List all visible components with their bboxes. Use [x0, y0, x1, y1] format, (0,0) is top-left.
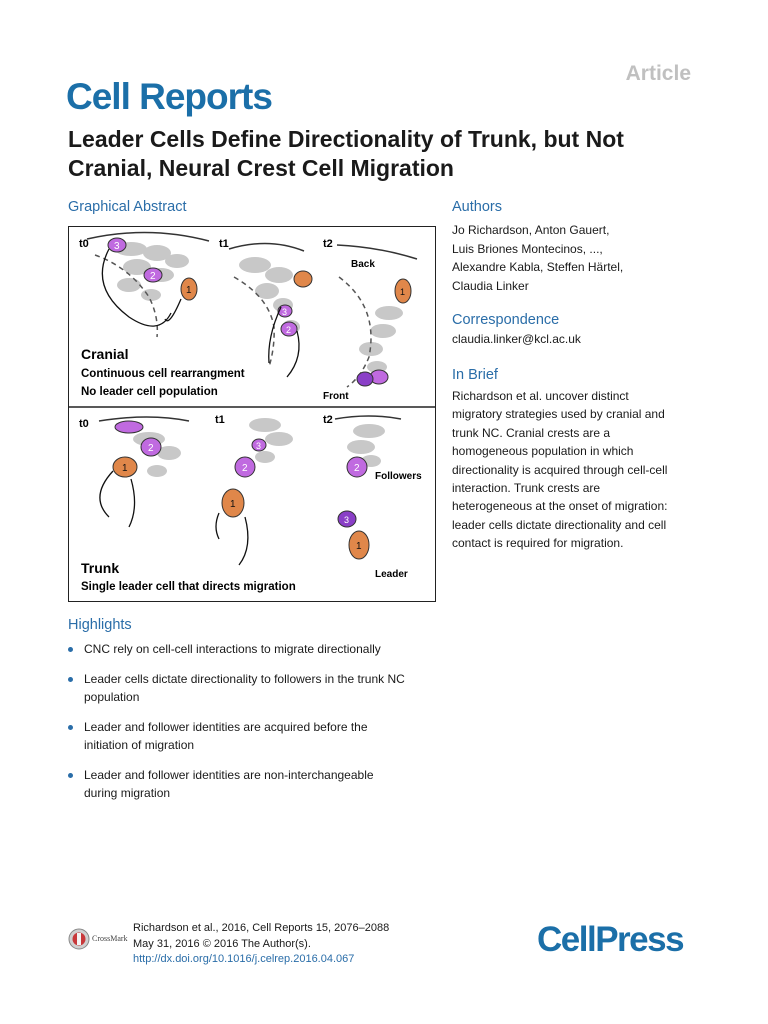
- trunk-t2-label: t2: [323, 414, 333, 426]
- trunk-title: Trunk: [81, 560, 120, 576]
- cranial-t1-label: t1: [219, 238, 229, 250]
- cranial-panel: [79, 232, 417, 402]
- highlight-item: [68, 766, 448, 802]
- in-brief-line: homogeneous population in which: [452, 444, 634, 459]
- cranial-t2-label: t2: [323, 238, 333, 250]
- graphical-abstract-figure: [68, 226, 436, 602]
- trunk-line1: Single leader cell that directs migration: [81, 581, 296, 593]
- trunk-t1-label: t1: [215, 414, 225, 426]
- trunk-t1-cell-1-number: 1: [230, 499, 236, 510]
- citation-line: Richardson et al., 2016, Cell Reports 15, 2076–2088: [133, 922, 390, 934]
- in-brief-line: leader cells dictate directionality and cell: [452, 517, 667, 532]
- leader-label: Leader: [375, 569, 408, 580]
- cranial-t0-cell-1-number: 1: [186, 285, 192, 296]
- trunk-panel: [79, 414, 422, 593]
- authors-list: [452, 221, 742, 295]
- trunk-t1-cell-3-number: 3: [256, 441, 262, 451]
- in-brief-text: [452, 387, 720, 553]
- bullet-icon: [68, 677, 73, 682]
- in-brief-line: interaction. Trunk crests are: [452, 481, 601, 496]
- highlights-list: [68, 640, 448, 814]
- trunk-t2-cell-1-number: 1: [356, 541, 362, 552]
- bullet-icon: [68, 725, 73, 730]
- in-brief-line: directionality is acquired through cell-cell: [452, 462, 668, 477]
- cranial-line1: Continuous cell rearrangment: [81, 368, 245, 380]
- highlight-line: population: [84, 690, 140, 704]
- back-label: Back: [351, 259, 375, 270]
- cranial-t2-cell-3: [357, 372, 373, 386]
- author-line: Jo Richardson, Anton Gauert,: [452, 223, 610, 237]
- in-brief-line: trunk NC. Cranial crests are a: [452, 425, 611, 440]
- bullet-icon: [68, 647, 73, 652]
- journal-logo[interactable]: Cell Reports: [66, 76, 272, 117]
- cranial-t0-cell-2-number: 2: [150, 271, 156, 282]
- trunk-t0-cell-3: [115, 421, 143, 433]
- highlight-item: [68, 718, 448, 754]
- cranial-t1-cell-3-number: 3: [282, 307, 288, 317]
- highlight-line: Leader and follower identities are acquired before the: [84, 720, 368, 734]
- in-brief-heading: In Brief: [452, 367, 498, 383]
- crossmark-icon[interactable]: [68, 928, 90, 950]
- trunk-t0-label: t0: [79, 418, 89, 430]
- in-brief-line: Richardson et al. uncover distinct: [452, 389, 629, 403]
- in-brief-line: contact is required for migration.: [452, 536, 624, 551]
- publisher-logo[interactable]: CellPress: [537, 920, 684, 959]
- highlight-line: CNC rely on cell-cell interactions to migrate directionally: [84, 642, 381, 656]
- article-type-label: Article: [625, 62, 691, 85]
- citation-date: May 31, 2016 © 2016 The Author(s).: [133, 937, 311, 950]
- highlights-heading: Highlights: [68, 617, 132, 633]
- cranial-line2: No leader cell population: [81, 386, 218, 398]
- doi-link[interactable]: http://dx.doi.org/10.1016/j.celrep.2016.04.067: [133, 953, 355, 965]
- front-label: Front: [323, 391, 349, 402]
- cranial-t2-cell-1-number: 1: [400, 287, 406, 297]
- crossmark-label[interactable]: CrossMark: [92, 934, 128, 943]
- author-line: Luis Briones Montecinos, ...,: [452, 241, 603, 256]
- author-line: Alexandre Kabla, Steffen Härtel,: [452, 260, 624, 274]
- trunk-t2-cell-3-number: 3: [344, 515, 350, 525]
- cranial-t1-cell-1: [294, 271, 312, 287]
- followers-label: Followers: [375, 471, 422, 482]
- highlight-line: Leader and follower identities are non-interchangeable: [84, 768, 374, 782]
- trunk-t1-cell-2-number: 2: [242, 463, 248, 474]
- highlight-line: during migration: [84, 786, 171, 800]
- citation-block: [133, 921, 389, 968]
- article-title: Leader Cells Define Directionality of Trunk, but Not Cranial, Neural Crest Cell Migration: [68, 126, 624, 181]
- in-brief-line: heterogeneous at the onset of migration:: [452, 499, 668, 514]
- authors-heading: Authors: [452, 199, 502, 215]
- trunk-t0-cell-2-number: 2: [148, 443, 154, 454]
- bullet-icon: [68, 773, 73, 778]
- correspondence-email[interactable]: claudia.linker@kcl.ac.uk: [452, 332, 581, 346]
- cranial-t1-cell-2-number: 2: [286, 325, 292, 335]
- cranial-t0-cell-3-number: 3: [114, 241, 120, 252]
- highlight-line: initiation of migration: [84, 738, 195, 752]
- author-line: Claudia Linker: [452, 278, 529, 293]
- graphical-abstract-heading: Graphical Abstract: [68, 199, 187, 215]
- cranial-title: Cranial: [81, 346, 129, 362]
- highlight-line: Leader cells dictate directionality to followers in the trunk NC: [84, 672, 405, 686]
- trunk-t0-cell-1-number: 1: [122, 463, 128, 474]
- in-brief-line: migratory strategies used by cranial and: [452, 407, 665, 422]
- correspondence-heading: Correspondence: [452, 312, 560, 328]
- trunk-t2-cell-2-number: 2: [354, 463, 360, 474]
- highlight-item: [68, 670, 448, 706]
- highlight-item: [68, 640, 448, 658]
- cranial-t0-label: t0: [79, 238, 89, 250]
